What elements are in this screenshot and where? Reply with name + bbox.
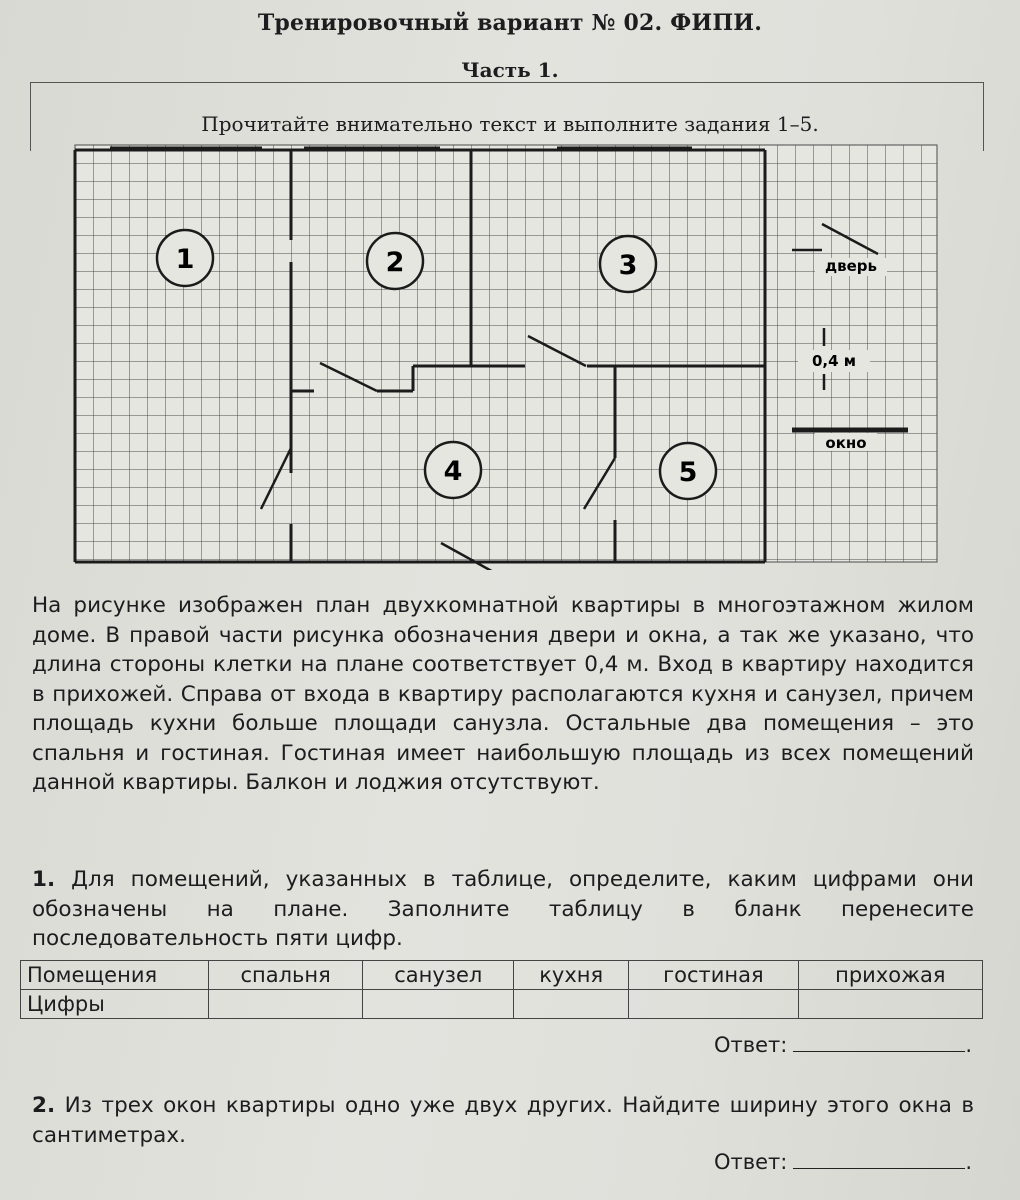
question-1-text: Для помещений, указанных в таблице, определите, каким цифрами они обозначены на плане. Заполните таблицу в бланк перенесите последовательность пяти цифр. — [32, 867, 974, 951]
table-column-bedroom: спальня — [209, 961, 363, 990]
table-column-bathroom: санузел — [363, 961, 514, 990]
svg-text:4: 4 — [443, 456, 463, 487]
table-column-kitchen: кухня — [514, 961, 629, 990]
answer-line-2: Ответ: . — [713, 1150, 972, 1174]
room-label-5 — [660, 443, 716, 499]
table-column-hallway: прихожая — [798, 961, 982, 990]
answer-table — [20, 960, 983, 1019]
table-row-label: Цифры — [21, 990, 209, 1019]
svg-text:дверь: дверь — [824, 257, 878, 275]
answer-1-blank[interactable] — [793, 1037, 965, 1052]
svg-text:3: 3 — [618, 250, 638, 281]
answer-1-label: Ответ: — [713, 1033, 788, 1057]
svg-text:окно: окно — [825, 434, 867, 452]
question-1-number: 1. — [32, 867, 56, 892]
answer-line-1: Ответ: . — [713, 1033, 972, 1057]
instruction-text: Прочитайте внимательно текст и выполните задания 1–5. — [201, 112, 819, 136]
digit-cell-living-room[interactable] — [629, 990, 799, 1019]
room-label-4 — [425, 442, 481, 498]
digit-cell-bedroom[interactable] — [209, 990, 363, 1019]
room-label-3 — [600, 236, 656, 292]
digit-cell-kitchen[interactable] — [514, 990, 629, 1019]
svg-text:1: 1 — [175, 244, 195, 275]
table-column-living-room: гостиная — [629, 961, 799, 990]
table-header-label: Помещения — [21, 961, 209, 990]
answer-2-label: Ответ: — [713, 1150, 788, 1174]
table-header-row — [21, 961, 983, 990]
question-2-text: Из трех окон квартиры одно уже двух других. Найдите ширину этого окна в сантиметрах. — [32, 1093, 974, 1148]
table-digits-row — [21, 990, 983, 1019]
svg-text:5: 5 — [678, 457, 698, 488]
page-title: Тренировочный вариант № 02. ФИПИ. — [257, 10, 763, 36]
question-2 — [32, 1091, 974, 1150]
svg-text:2: 2 — [385, 247, 405, 278]
room-label-1 — [157, 230, 213, 286]
room-label-2 — [367, 233, 423, 289]
question-1 — [32, 865, 974, 954]
digit-cell-hallway[interactable] — [798, 990, 982, 1019]
apartment-plan — [70, 140, 940, 570]
part-heading: Часть 1. — [461, 58, 559, 82]
answer-2-blank[interactable] — [793, 1154, 965, 1169]
digit-cell-bathroom[interactable] — [363, 990, 514, 1019]
svg-text:0,4 м: 0,4 м — [811, 352, 857, 370]
intro-paragraph: На рисунке изображен план двухкомнатной квартиры в многоэтажном жилом доме. В правой части рисунка обозначения двери и окна, а так же указано, что длина стороны клетки на плане соответствует 0,4 м. Вход в квартиру находится в прихожей. Справа от входа в квартиру располагаются кухня и санузел, причем площадь кухни больше площади санузла. Остальные два помещения – это спальня и гостиная. Гостиная имеет наибольшую площадь из всех помещений данной квартиры. Балкон и лоджия отсутствуют. — [32, 593, 974, 795]
question-2-number: 2. — [32, 1093, 56, 1118]
